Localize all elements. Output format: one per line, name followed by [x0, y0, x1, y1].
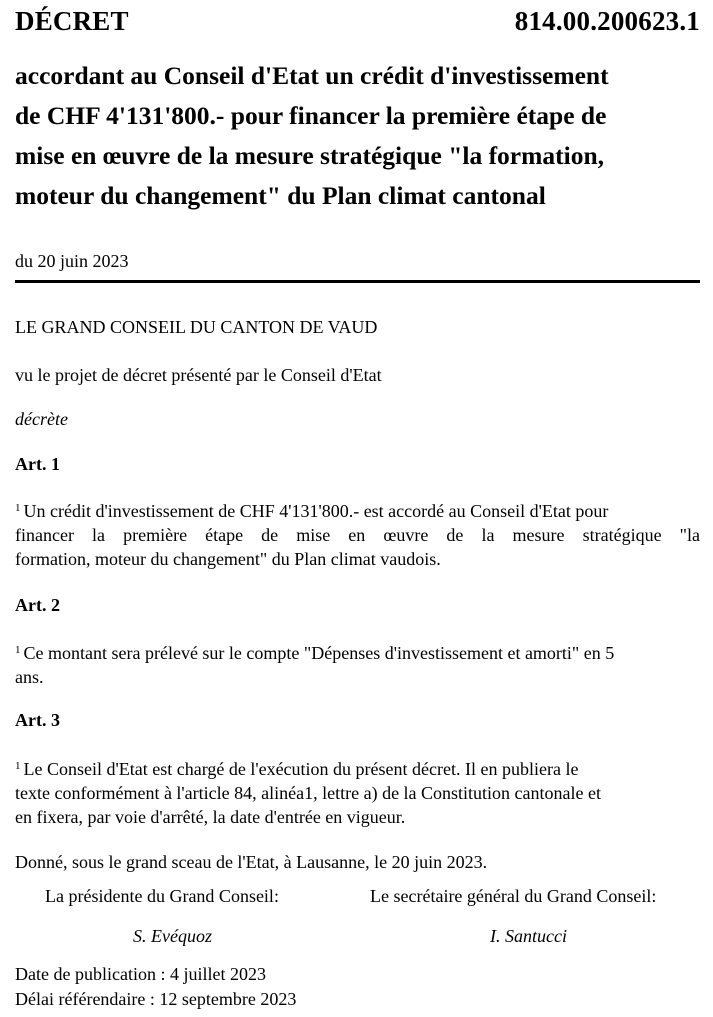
article-3-heading: Art. 3 — [15, 710, 60, 730]
article-2-text — [15, 638, 700, 689]
article-2-line: ans. — [15, 667, 44, 687]
article-1-text — [15, 496, 700, 571]
article-1-line: financer la première étape de mise en œuvre de la mesure stratégique "la — [15, 525, 700, 545]
secretary-name: I. Santucci — [490, 926, 567, 946]
document-number: 814.00.200623.1 — [514, 6, 700, 36]
president-title: La présidente du Grand Conseil: — [45, 886, 279, 906]
article-text-line: Le Conseil d'Etat est chargé de l'exécution du présent décret. Il en publiera le — [23, 759, 579, 779]
given-line: Donné, sous le grand sceau de l'Etat, à Lausanne, le 20 juin 2023. — [15, 852, 488, 872]
authority-line: LE GRAND CONSEIL DU CANTON DE VAUD — [15, 317, 378, 337]
article-3-line — [15, 754, 700, 781]
header-divider — [15, 280, 700, 283]
article-1-line: formation, moteur du changement" du Plan climat vaudois. — [15, 549, 441, 569]
title-line: mise en œuvre de la mesure stratégique "la formation, — [15, 141, 605, 170]
document-header — [15, 6, 700, 37]
decree-title — [15, 56, 700, 216]
paragraph-number: 1 — [15, 644, 21, 656]
paragraph-number: 1 — [15, 502, 21, 514]
article-text-line: Un crédit d'investissement de CHF 4'131'800.- est accordé au Conseil d'Etat pour — [23, 501, 609, 521]
article-3-text — [15, 754, 700, 829]
paragraph-number: 1 — [15, 760, 21, 772]
article-3-line: en fixera, par voie d'arrêté, la date d'entrée en vigueur. — [15, 807, 406, 827]
article-2-heading: Art. 2 — [15, 595, 60, 615]
decree-date: du 20 juin 2023 — [15, 251, 129, 271]
president-name: S. Evéquoz — [133, 926, 212, 946]
title-line: de CHF 4'131'800.- pour financer la première étape de — [15, 101, 607, 130]
decrees-line: décrète — [15, 409, 68, 429]
document-type: DÉCRET — [15, 6, 129, 36]
considering-line: vu le projet de décret présenté par le Conseil d'Etat — [15, 365, 382, 385]
title-line: moteur du changement" du Plan climat cantonal — [15, 181, 546, 210]
publication-date: Date de publication : 4 juillet 2023 — [15, 964, 266, 984]
article-3-line: texte conformément à l'article 84, alinéa1, lettre a) de la Constitution cantonale et — [15, 783, 602, 803]
article-1-heading: Art. 1 — [15, 454, 60, 474]
secretary-title: Le secrétaire général du Grand Conseil: — [370, 886, 657, 906]
article-1-line — [15, 496, 700, 523]
referendum-deadline: Délai référendaire : 12 septembre 2023 — [15, 989, 297, 1009]
article-2-line — [15, 638, 700, 665]
article-text-line: Ce montant sera prélevé sur le compte "Dépenses d'investissement et amorti" en 5 — [23, 643, 615, 663]
title-line: accordant au Conseil d'Etat un crédit d'investissement — [15, 61, 609, 90]
